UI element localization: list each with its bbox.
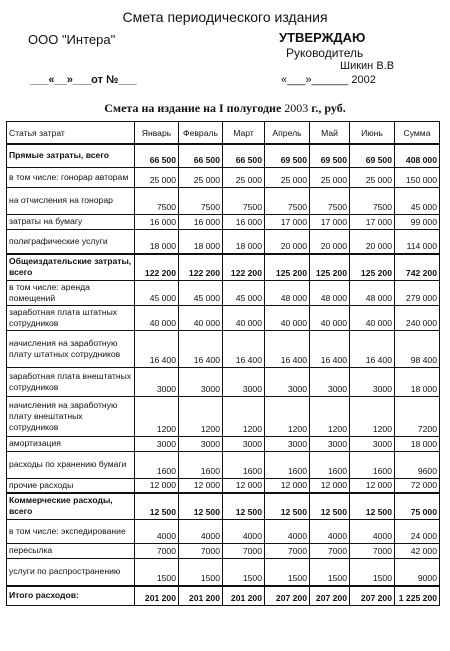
month-value-cell: 1200 [265, 396, 310, 436]
cost-item-label: амортизация [7, 436, 135, 451]
month-value-cell: 3000 [223, 436, 265, 451]
month-value-cell: 18 000 [223, 229, 265, 254]
month-value-cell: 1600 [223, 451, 265, 478]
month-value-cell: 7000 [265, 543, 310, 558]
month-value-cell: 16 000 [135, 214, 179, 229]
cost-item-label: начисления на заработную плату штатных сотрудников [7, 330, 135, 367]
month-value-cell: 7000 [350, 543, 395, 558]
cost-item-label: затраты на бумагу [7, 214, 135, 229]
month-value-cell: 45 000 [135, 280, 179, 305]
month-value-cell: 125 200 [265, 254, 310, 280]
table-row [7, 229, 440, 254]
table-row-total [7, 144, 440, 167]
table-body [7, 144, 440, 605]
month-value-cell: 69 500 [265, 144, 310, 167]
month-value-cell: 12 500 [179, 493, 223, 519]
month-value-cell: 12 000 [310, 478, 350, 493]
month-value-cell: 3000 [350, 436, 395, 451]
cost-item-label: Общеиздательские затраты, всего [7, 254, 135, 280]
table-row [7, 543, 440, 558]
approver-name: Шикин В.В [340, 60, 395, 72]
month-value-cell: 122 200 [135, 254, 179, 280]
month-value-cell: 201 200 [135, 586, 179, 605]
month-value-cell: 16 000 [223, 214, 265, 229]
table-row [7, 167, 440, 187]
month-value-cell: 16 400 [179, 330, 223, 367]
month-value-cell: 207 200 [350, 586, 395, 605]
month-value-cell: 1600 [310, 451, 350, 478]
month-value-cell: 18 000 [179, 229, 223, 254]
month-value-cell: 20 000 [350, 229, 395, 254]
cost-item-label: на отчисления на гонорар [7, 187, 135, 214]
cost-item-label: в том числе: экспедирование [7, 519, 135, 543]
organization-name: ООО "Интера" [28, 32, 116, 47]
month-value-cell: 40 000 [265, 305, 310, 330]
month-value-cell: 69 500 [350, 144, 395, 167]
table-header-row [7, 122, 440, 145]
month-value-cell: 3000 [179, 436, 223, 451]
subtitle-year: 2003 [284, 101, 309, 115]
month-value-cell: 7000 [223, 543, 265, 558]
month-value-cell: 40 000 [223, 305, 265, 330]
month-value-cell: 25 000 [350, 167, 395, 187]
month-value-cell: 18 000 [135, 229, 179, 254]
row-sum-cell: 42 000 [395, 543, 440, 558]
month-value-cell: 12 500 [223, 493, 265, 519]
month-value-cell: 7500 [223, 187, 265, 214]
month-value-cell: 7500 [350, 187, 395, 214]
month-value-cell: 1500 [135, 558, 179, 586]
month-value-cell: 7000 [179, 543, 223, 558]
month-value-cell: 3000 [135, 367, 179, 396]
table-row [7, 436, 440, 451]
month-value-cell: 1200 [135, 396, 179, 436]
month-value-cell: 16 400 [350, 330, 395, 367]
month-value-cell: 12 000 [265, 478, 310, 493]
month-value-cell: 122 200 [223, 254, 265, 280]
month-value-cell: 12 000 [179, 478, 223, 493]
month-value-cell: 25 000 [265, 167, 310, 187]
column-header: Апрель [265, 122, 310, 145]
row-sum-cell: 1 225 200 [395, 586, 440, 605]
month-value-cell: 12 000 [350, 478, 395, 493]
column-header: Январь [135, 122, 179, 145]
subtitle-unit: г., руб. [311, 101, 346, 115]
month-value-cell: 201 200 [179, 586, 223, 605]
column-header: Февраль [179, 122, 223, 145]
month-value-cell: 3000 [265, 436, 310, 451]
estimate-subtitle [0, 101, 450, 116]
month-value-cell: 20 000 [265, 229, 310, 254]
month-value-cell: 4000 [350, 519, 395, 543]
month-value-cell: 16 000 [179, 214, 223, 229]
month-value-cell: 12 500 [135, 493, 179, 519]
month-value-cell: 1500 [350, 558, 395, 586]
row-sum-cell: 114 000 [395, 229, 440, 254]
cost-item-label: начисления на заработную плату внештатных сотрудников [7, 396, 135, 436]
month-value-cell: 48 000 [310, 280, 350, 305]
month-value-cell: 66 500 [223, 144, 265, 167]
table-row [7, 305, 440, 330]
month-value-cell: 17 000 [350, 214, 395, 229]
table-row [7, 187, 440, 214]
month-value-cell: 17 000 [310, 214, 350, 229]
row-sum-cell: 75 000 [395, 493, 440, 519]
row-sum-cell: 279 000 [395, 280, 440, 305]
month-value-cell: 25 000 [179, 167, 223, 187]
month-value-cell: 7000 [135, 543, 179, 558]
subtitle-main: Смета на издание на I полугодие [104, 101, 282, 115]
cost-item-label: заработная плата штатных сотрудников [7, 305, 135, 330]
cost-item-label: в том числе: аренда помещений [7, 280, 135, 305]
month-value-cell: 40 000 [179, 305, 223, 330]
month-value-cell: 1200 [223, 396, 265, 436]
month-value-cell: 1200 [179, 396, 223, 436]
row-sum-cell: 24 000 [395, 519, 440, 543]
month-value-cell: 7500 [265, 187, 310, 214]
column-header: Март [223, 122, 265, 145]
month-value-cell: 7500 [179, 187, 223, 214]
row-sum-cell: 98 400 [395, 330, 440, 367]
month-value-cell: 7500 [135, 187, 179, 214]
month-value-cell: 25 000 [223, 167, 265, 187]
month-value-cell: 207 200 [310, 586, 350, 605]
cost-estimate-table [6, 121, 440, 606]
cost-item-label: пересылка [7, 543, 135, 558]
month-value-cell: 48 000 [350, 280, 395, 305]
month-value-cell: 1500 [310, 558, 350, 586]
cost-item-label: услуги по распространению [7, 558, 135, 586]
row-sum-cell: 742 200 [395, 254, 440, 280]
table-row-total [7, 586, 440, 605]
table-row [7, 478, 440, 493]
month-value-cell: 45 000 [223, 280, 265, 305]
column-header: Май [310, 122, 350, 145]
month-value-cell: 125 200 [350, 254, 395, 280]
cost-item-label: в том числе: гонорар авторам [7, 167, 135, 187]
month-value-cell: 1500 [265, 558, 310, 586]
month-value-cell: 25 000 [135, 167, 179, 187]
cost-item-label: заработная плата внештатных сотрудников [7, 367, 135, 396]
month-value-cell: 4000 [310, 519, 350, 543]
month-value-cell: 3000 [179, 367, 223, 396]
table-row [7, 330, 440, 367]
month-value-cell: 16 400 [223, 330, 265, 367]
month-value-cell: 40 000 [310, 305, 350, 330]
month-value-cell: 17 000 [265, 214, 310, 229]
row-sum-cell: 9000 [395, 558, 440, 586]
table-row-total [7, 254, 440, 280]
month-value-cell: 7500 [310, 187, 350, 214]
cost-item-label: Итого расходов: [7, 586, 135, 605]
cost-item-label: Коммерческие расходы, всего [7, 493, 135, 519]
table-row-total [7, 493, 440, 519]
row-sum-cell: 240 000 [395, 305, 440, 330]
month-value-cell: 20 000 [310, 229, 350, 254]
month-value-cell: 1200 [350, 396, 395, 436]
document-title: Смета периодического издания [122, 9, 328, 25]
month-value-cell: 1600 [350, 451, 395, 478]
month-value-cell: 48 000 [265, 280, 310, 305]
month-value-cell: 7000 [310, 543, 350, 558]
table-row [7, 558, 440, 586]
month-value-cell: 12 000 [223, 478, 265, 493]
month-value-cell: 3000 [265, 367, 310, 396]
month-value-cell: 1600 [135, 451, 179, 478]
month-value-cell: 4000 [179, 519, 223, 543]
month-value-cell: 12 000 [135, 478, 179, 493]
column-header: Статья затрат [7, 122, 135, 145]
row-sum-cell: 72 000 [395, 478, 440, 493]
month-value-cell: 1600 [179, 451, 223, 478]
month-value-cell: 16 400 [265, 330, 310, 367]
table-row [7, 280, 440, 305]
month-value-cell: 69 500 [310, 144, 350, 167]
month-value-cell: 3000 [310, 436, 350, 451]
row-sum-cell: 7200 [395, 396, 440, 436]
approver-role: Руководитель [286, 46, 364, 60]
table-row [7, 214, 440, 229]
cost-item-label: полиграфические услуги [7, 229, 135, 254]
month-value-cell: 1500 [179, 558, 223, 586]
row-sum-cell: 18 000 [395, 436, 440, 451]
month-value-cell: 3000 [135, 436, 179, 451]
table-row [7, 519, 440, 543]
document-number-date: ___«__»___от №___ [30, 74, 137, 86]
row-sum-cell: 9600 [395, 451, 440, 478]
month-value-cell: 66 500 [135, 144, 179, 167]
cost-item-label: расходы по хранению бумаги [7, 451, 135, 478]
month-value-cell: 12 500 [265, 493, 310, 519]
month-value-cell: 122 200 [179, 254, 223, 280]
month-value-cell: 1200 [310, 396, 350, 436]
month-value-cell: 16 400 [135, 330, 179, 367]
month-value-cell: 16 400 [310, 330, 350, 367]
month-value-cell: 66 500 [179, 144, 223, 167]
month-value-cell: 4000 [265, 519, 310, 543]
month-value-cell: 12 500 [310, 493, 350, 519]
table-row [7, 367, 440, 396]
table-row [7, 451, 440, 478]
month-value-cell: 207 200 [265, 586, 310, 605]
column-header: Сумма [395, 122, 440, 145]
approval-heading: УТВЕРЖДАЮ [279, 30, 366, 45]
month-value-cell: 125 200 [310, 254, 350, 280]
month-value-cell: 201 200 [223, 586, 265, 605]
month-value-cell: 25 000 [310, 167, 350, 187]
row-sum-cell: 18 000 [395, 367, 440, 396]
month-value-cell: 45 000 [179, 280, 223, 305]
cost-item-label: Прямые затраты, всего [7, 144, 135, 167]
month-value-cell: 3000 [350, 367, 395, 396]
month-value-cell: 4000 [223, 519, 265, 543]
row-sum-cell: 99 000 [395, 214, 440, 229]
month-value-cell: 12 500 [350, 493, 395, 519]
month-value-cell: 40 000 [135, 305, 179, 330]
column-header: Июнь [350, 122, 395, 145]
table-row [7, 396, 440, 436]
row-sum-cell: 408 000 [395, 144, 440, 167]
month-value-cell: 4000 [135, 519, 179, 543]
month-value-cell: 3000 [310, 367, 350, 396]
row-sum-cell: 45 000 [395, 187, 440, 214]
cost-item-label: прочие расходы [7, 478, 135, 493]
row-sum-cell: 150 000 [395, 167, 440, 187]
month-value-cell: 1500 [223, 558, 265, 586]
month-value-cell: 40 000 [350, 305, 395, 330]
approval-date: «___»______ 2002 [281, 74, 376, 86]
month-value-cell: 3000 [223, 367, 265, 396]
month-value-cell: 1600 [265, 451, 310, 478]
